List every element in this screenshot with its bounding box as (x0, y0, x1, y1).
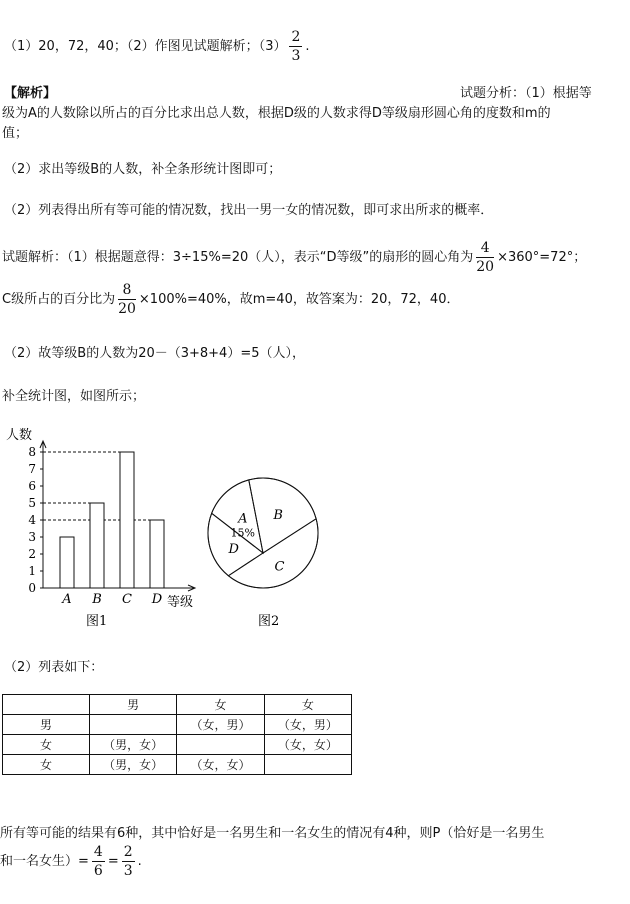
solution-line-2-tail: ×100%=40%，故m=40，故答案为：20，72，40． (138, 292, 460, 307)
answer-part-2: （2）作图见试题解析； (126, 39, 259, 54)
table-header-cell: 女 (264, 695, 351, 715)
table-header-row (3, 695, 352, 715)
solution-fraction-1 (476, 239, 494, 276)
analysis-header: 【解析】 (4, 86, 57, 101)
conclusion-fraction-1-numerator: 4 (93, 844, 103, 860)
analysis-line-2: 值； (2, 126, 29, 141)
conclusion-line-2-text: 和一名女生）= (0, 854, 89, 869)
conclusion-fraction-2 (122, 843, 135, 880)
solution-line-1-text: 试题解析：（1）根据题意得：3÷15%=20（人），表示“D等级”的扇形的圆心角为 (2, 250, 474, 265)
conclusion-fraction-2-denominator: 3 (123, 863, 133, 879)
answer-fraction-denominator: 3 (291, 48, 301, 64)
analysis-step-3: （2）列表得出所有等可能的情况数，找出一男一女的情况数，即可求出所求的概率． (4, 203, 494, 218)
conclusion-fraction-1 (92, 843, 105, 880)
table-cell (90, 715, 177, 735)
bar (90, 503, 104, 588)
analysis-step-2: （2）求出等级B的人数，补全条形统计图即可； (4, 162, 282, 177)
solution-fraction-2-denominator: 20 (118, 301, 136, 317)
answer-line (4, 28, 310, 65)
table-cell (264, 755, 351, 775)
solution-line-1 (2, 238, 586, 278)
analysis-label: 试题分析：（1）根据等 (460, 86, 592, 101)
y-tick-label: 3 (28, 530, 36, 544)
category-label: D (151, 592, 163, 607)
conclusion-fraction-2-numerator: 2 (123, 844, 133, 860)
answer-part-1: （1）20，72，40； (4, 39, 127, 54)
table-cell: （女，女） (264, 735, 351, 755)
pie-slice-label: A (238, 511, 248, 527)
bar (150, 520, 164, 588)
conclusion-line-1: 所有等可能的结果有6种，其中恰好是一名男生和一名女生的情况有4种，则P（恰好是一名男生 (0, 826, 545, 841)
conclusion-end: . (137, 854, 142, 869)
bar-chart-caption: 图1 (86, 614, 108, 629)
solution-line-1-tail: ×360°=72°； (497, 250, 587, 265)
pie-chart-caption: 图2 (258, 614, 280, 629)
solution-fraction-1-denominator: 20 (476, 259, 495, 275)
conclusion-fraction-1-denominator: 6 (93, 863, 103, 879)
table-header-cell (3, 695, 90, 715)
y-tick-label: 2 (28, 547, 36, 561)
pie-slice-label: C (274, 559, 285, 575)
solution-line-2-text: C级所占的百分比为 (2, 292, 116, 307)
table-cell: （男，女） (90, 755, 177, 775)
solution-fraction-1-numerator: 4 (476, 239, 494, 258)
y-tick-label: 6 (28, 479, 36, 493)
table-row (3, 735, 352, 755)
bar (120, 452, 134, 588)
solution-line-2 (2, 280, 459, 320)
y-tick-label: 5 (28, 496, 36, 510)
y-tick-label: 8 (28, 445, 36, 459)
bar-chart (0, 420, 200, 635)
pie-slice-label: B (273, 507, 283, 523)
table-cell: （男，女） (90, 735, 177, 755)
answer-fraction-numerator: 2 (291, 29, 301, 45)
y-tick-label: 4 (28, 513, 36, 527)
table-cell: 女 (3, 755, 90, 775)
solution-line-3: （2）故等级B的人数为20－（3+8+4）=5（人）， (4, 346, 305, 361)
bar-chart-ylabel: 人数 (6, 428, 33, 443)
answer-part-3: （3） (258, 39, 287, 54)
table-header-cell: 女 (177, 695, 264, 715)
pie-outline (208, 478, 318, 588)
table-header-cell: 男 (90, 695, 177, 715)
category-label: A (62, 592, 72, 607)
table-cell: （女，男） (177, 715, 264, 735)
conclusion-line-2 (0, 842, 142, 882)
category-label: C (122, 592, 132, 607)
answer-fraction (289, 28, 302, 65)
answer-end: . (305, 39, 310, 54)
table-cell: （女，女） (177, 755, 264, 775)
table-cell: （女，男） (264, 715, 351, 735)
solution-fraction-2-numerator: 8 (118, 281, 136, 300)
table-cell (177, 735, 264, 755)
table-row (3, 755, 352, 775)
solution-fraction-2 (118, 281, 136, 318)
pie-chart (200, 475, 330, 635)
analysis-line-1: 级为A的人数除以所占的百分比求出总人数，根据D级的人数求得D等级扇形圆心角的度数和m的 (2, 106, 551, 121)
bar-chart-xlabel: 等级 (167, 595, 194, 610)
y-tick-label: 7 (28, 462, 36, 476)
pie-slice-annotation: 15% (230, 526, 255, 540)
table-cell: 女 (3, 735, 90, 755)
outcomes-table (2, 694, 352, 775)
y-tick-label: 0 (28, 581, 36, 595)
bar (60, 537, 74, 588)
solution-line-4: 补全统计图，如图所示； (2, 389, 146, 404)
table-intro: （2）列表如下： (4, 660, 104, 675)
table-cell: 男 (3, 715, 90, 735)
conclusion-equals: = (107, 854, 119, 869)
category-label: B (92, 592, 102, 607)
pie-slice-label: D (228, 541, 239, 557)
y-tick-label: 1 (28, 564, 36, 578)
table-row (3, 715, 352, 735)
